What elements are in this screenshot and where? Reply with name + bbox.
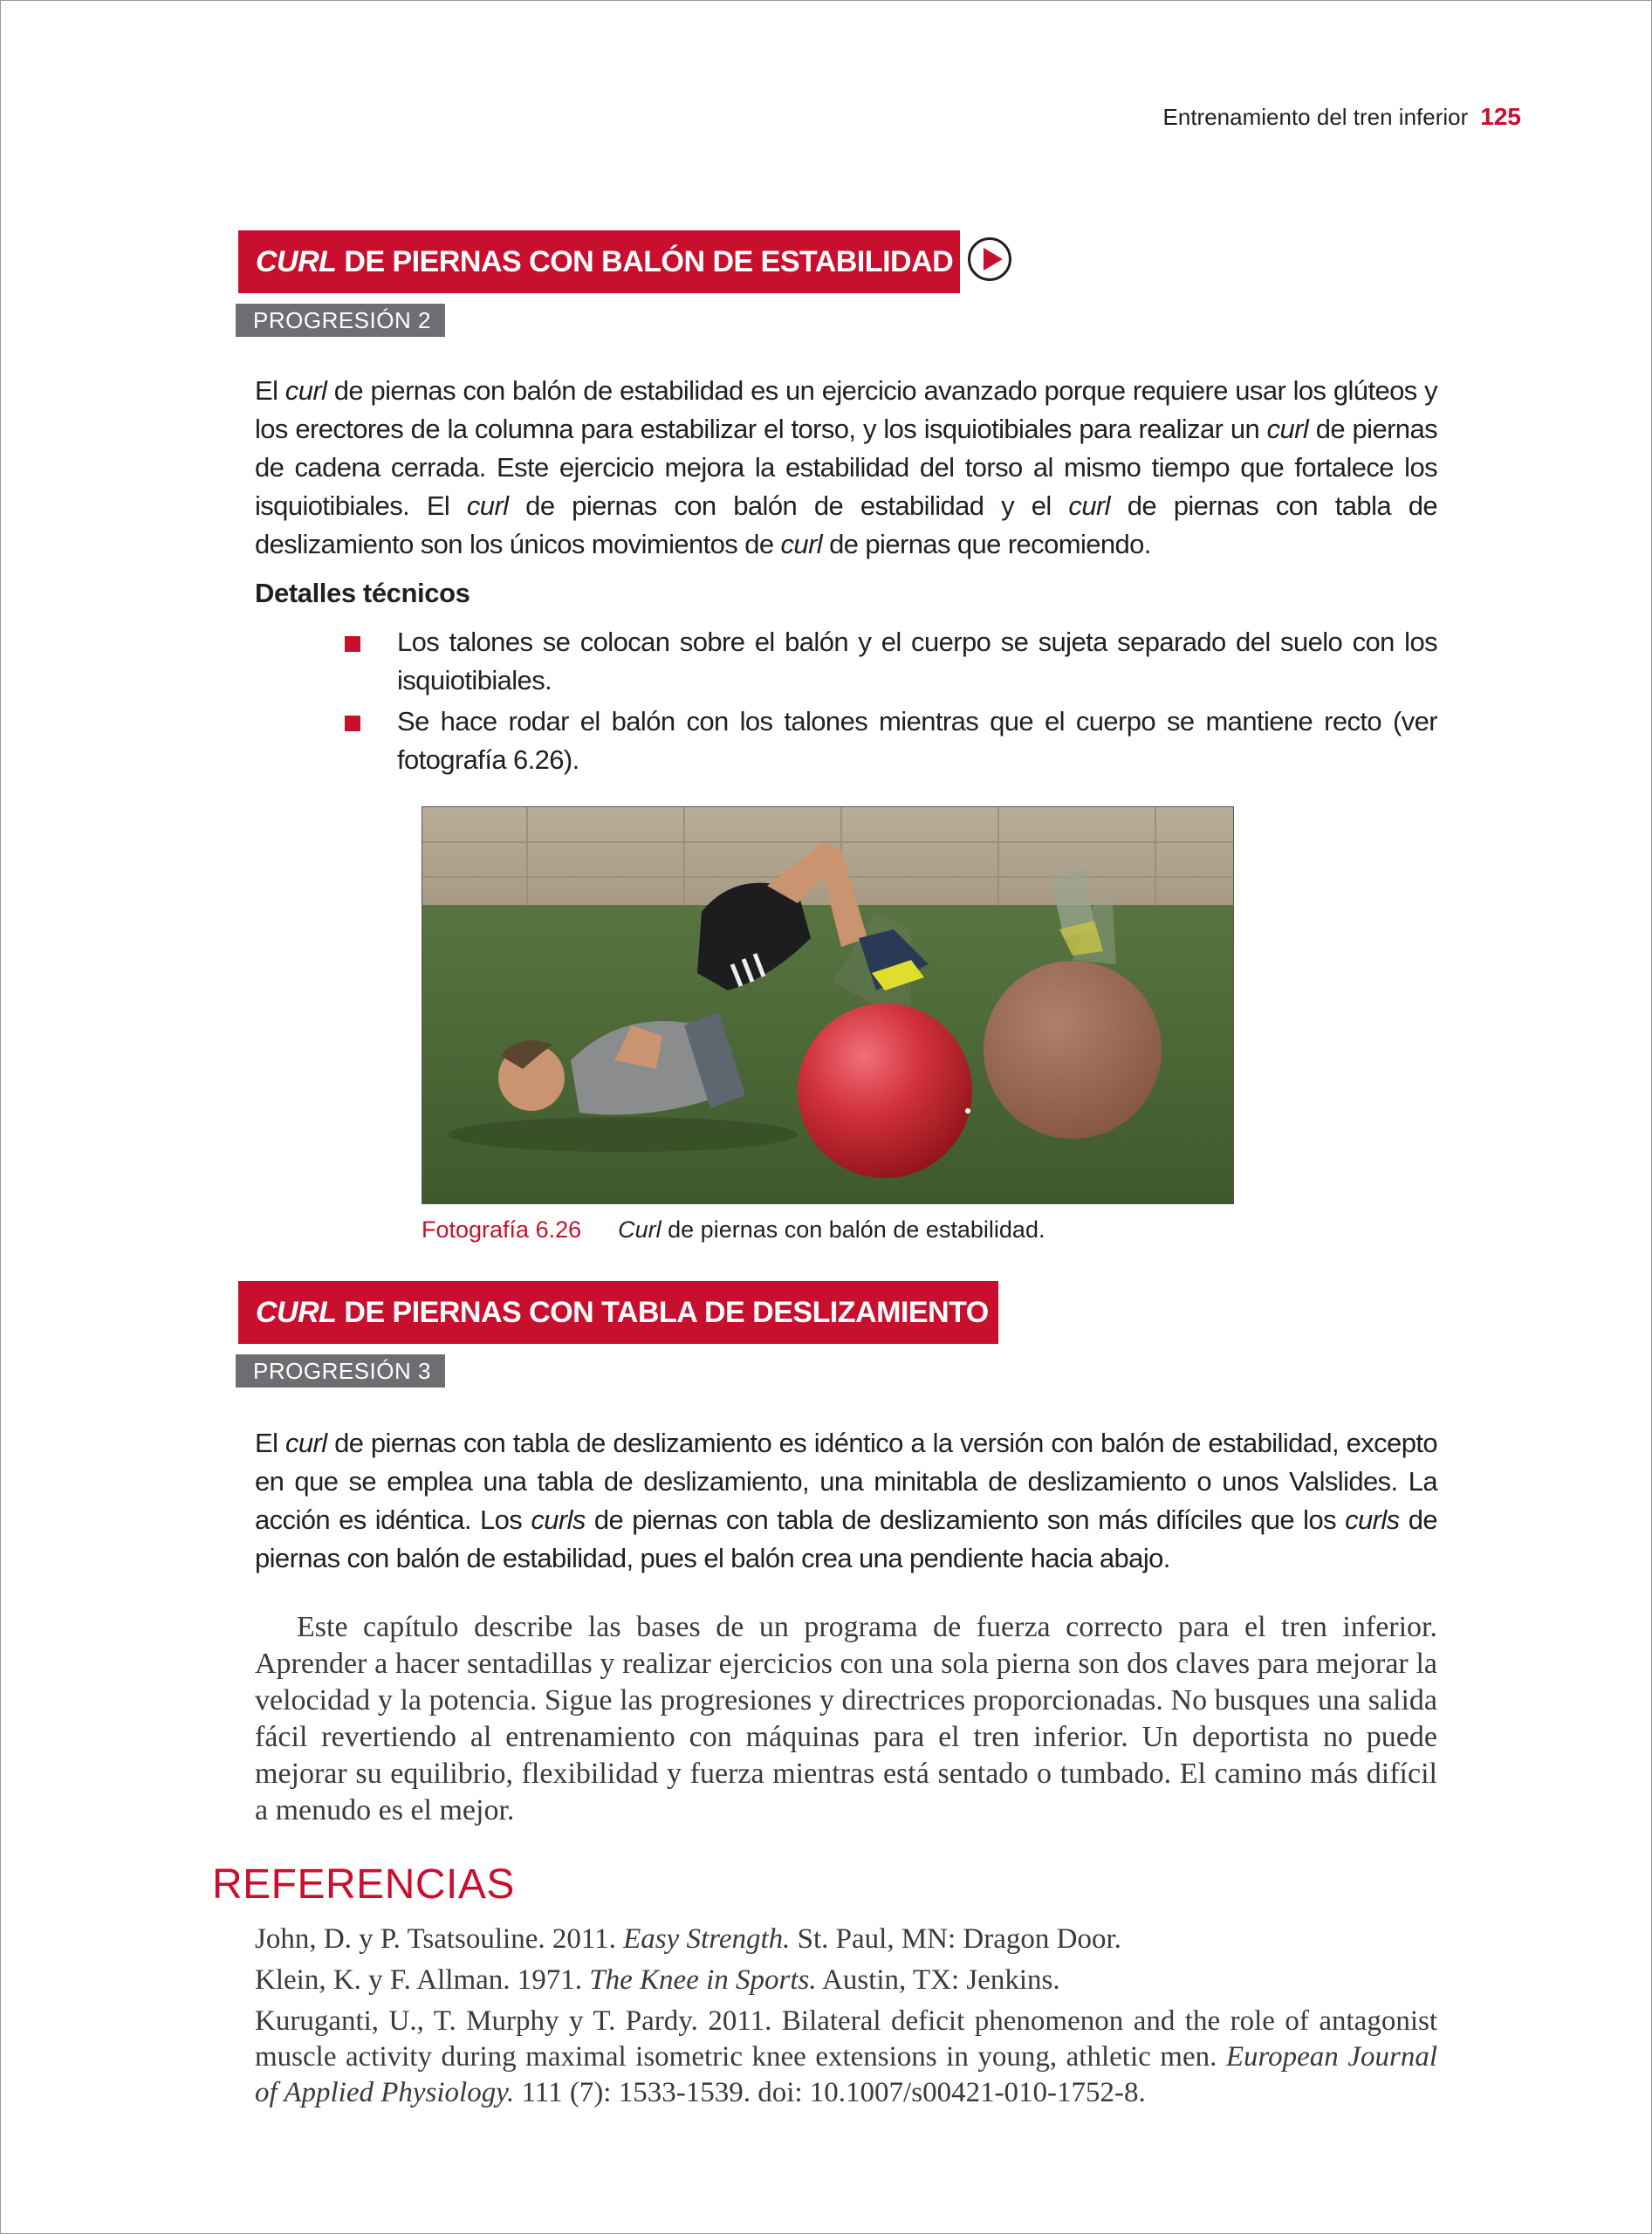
section-title-slide-board [238, 1281, 998, 1344]
play-icon[interactable] [968, 237, 1011, 281]
italic-run: The Knee in Sports. [589, 1964, 817, 1996]
title-rest: DE PIERNAS CON TABLA DE DESLIZAMIENTO [336, 1296, 989, 1329]
exercise-photo [422, 806, 1234, 1204]
text-run: de piernas con tabla de deslizamiento son los únicos movimientos de [255, 490, 1437, 559]
page-number: 125 [1480, 103, 1521, 130]
italic-run: curl [1266, 414, 1309, 444]
text-run: John, D. y P. Tsatsouline. 2011. [255, 1923, 624, 1955]
text-run: de piernas de cadena cerrada. Este ejercicio mejora la estabilidad del torso al mismo tiempo que fortalece los isquiotibiales. El [255, 414, 1437, 521]
italic-run: curl [780, 529, 823, 559]
caption-label: Fotografía 6.26 [422, 1216, 582, 1243]
caption-text: de piernas con balón de estabilidad. [661, 1216, 1045, 1243]
reference-item [255, 1922, 1437, 1957]
text-run: de piernas con balón de estabilidad, pues el balón crea una pendiente hacia abajo. [255, 1504, 1437, 1573]
italic-run: curls [531, 1504, 586, 1535]
text-run: de piernas con tabla de deslizamiento es idéntico a la versión con balón de estabilidad, excepto en que se emplea una tabla de deslizamiento, una minitabla de deslizamiento o unos Valslides. La acción es idéntica. Los [255, 1428, 1437, 1535]
italic-run: curls [1345, 1504, 1400, 1535]
progression-badge-3: PROGRESIÓN 3 [236, 1354, 445, 1388]
italic-run: curl [284, 375, 327, 406]
list-item [345, 702, 1437, 779]
italic-run: European Journal of Applied Physiology. [255, 2041, 1437, 2108]
text-run: Kuruganti, U., T. Murphy y T. Pardy. 2011. Bilateral deficit phenomenon and the role of antagonist muscle activity during maximal isometric knee extensions in young, athletic men. [255, 2005, 1437, 2073]
running-header [1163, 103, 1521, 131]
progression-badge-2: PROGRESIÓN 2 [236, 304, 445, 337]
running-title: Entrenamiento del tren inferior [1162, 104, 1469, 130]
section-title-stability-ball [238, 230, 960, 293]
reference-item [255, 2004, 1437, 2111]
text-run: Klein, K. y F. Allman. 1971. [255, 1964, 590, 1996]
reference-item [255, 1963, 1437, 1998]
square-bullet-icon [345, 636, 360, 652]
italic-run: curl [1068, 490, 1110, 521]
list-item [345, 623, 1437, 700]
bullet-text: Se hace rodar el balón con los talones mientras que el cuerpo se mantiene recto (ver fotografía 6.26). [397, 706, 1437, 775]
text-run: de piernas con balón de estabilidad es un ejercicio avanzado porque requiere usar los glúteos y los erectores de la columna para estabilizar el torso, y los isquiotibiales para realizar un [255, 375, 1437, 444]
photo-caption [422, 1216, 1045, 1244]
title-italic-word: CURL [256, 1296, 337, 1329]
title-italic-word: CURL [256, 245, 337, 278]
italic-run: curl [466, 490, 509, 521]
references-heading: REFERENCIAS [212, 1861, 515, 1908]
text-run: St. Paul, MN: Dragon Door. [790, 1923, 1121, 1955]
bullet-text: Los talones se colocan sobre el balón y el cuerpo se sujeta separado del suelo con los isquiotibiales. [397, 627, 1437, 696]
text-run: de piernas con tabla de deslizamiento son más difíciles que los [585, 1504, 1346, 1535]
text-run: de piernas que recomiendo. [822, 529, 1151, 559]
chapter-closing-paragraph: Este capítulo describe las bases de un programa de fuerza correcto para el tren inferior. Aprender a hacer sentadillas y realizar ejercicios con una sola pierna son dos claves para mejorar la velocidad y la potencia. Sigue las progresiones y directrices proporcionadas. No busques una salida fácil revertiendo al entrenamiento con máquinas para el tren inferior. Un deportista no puede mejorar su equilibrio, flexibilidad y fuerza mientras está sentado o tumbado. El camino más difícil a menudo es el mejor. [255, 1611, 1437, 1826]
text-run: El [255, 375, 285, 406]
text-run: El [255, 1428, 285, 1458]
text-run: de piernas con balón de estabilidad y el [508, 490, 1069, 521]
square-bullet-icon [345, 716, 360, 731]
italic-run: Easy Strength. [623, 1923, 791, 1955]
text-run: Austin, TX: Jenkins. [816, 1964, 1060, 1996]
technical-details-list [345, 623, 1437, 782]
references-list [255, 1922, 1437, 2116]
caption-italic: Curl [618, 1216, 661, 1243]
technical-details-heading: Detalles técnicos [255, 578, 470, 608]
title-rest: DE PIERNAS CON BALÓN DE ESTABILIDAD [336, 245, 954, 278]
italic-run: curl [284, 1428, 327, 1458]
slide-board-description [255, 1424, 1437, 1578]
text-run: 111 (7): 1533-1539. doi: 10.1007/s00421-010-1752-8. [514, 2077, 1146, 2108]
stability-ball-description [255, 372, 1437, 564]
